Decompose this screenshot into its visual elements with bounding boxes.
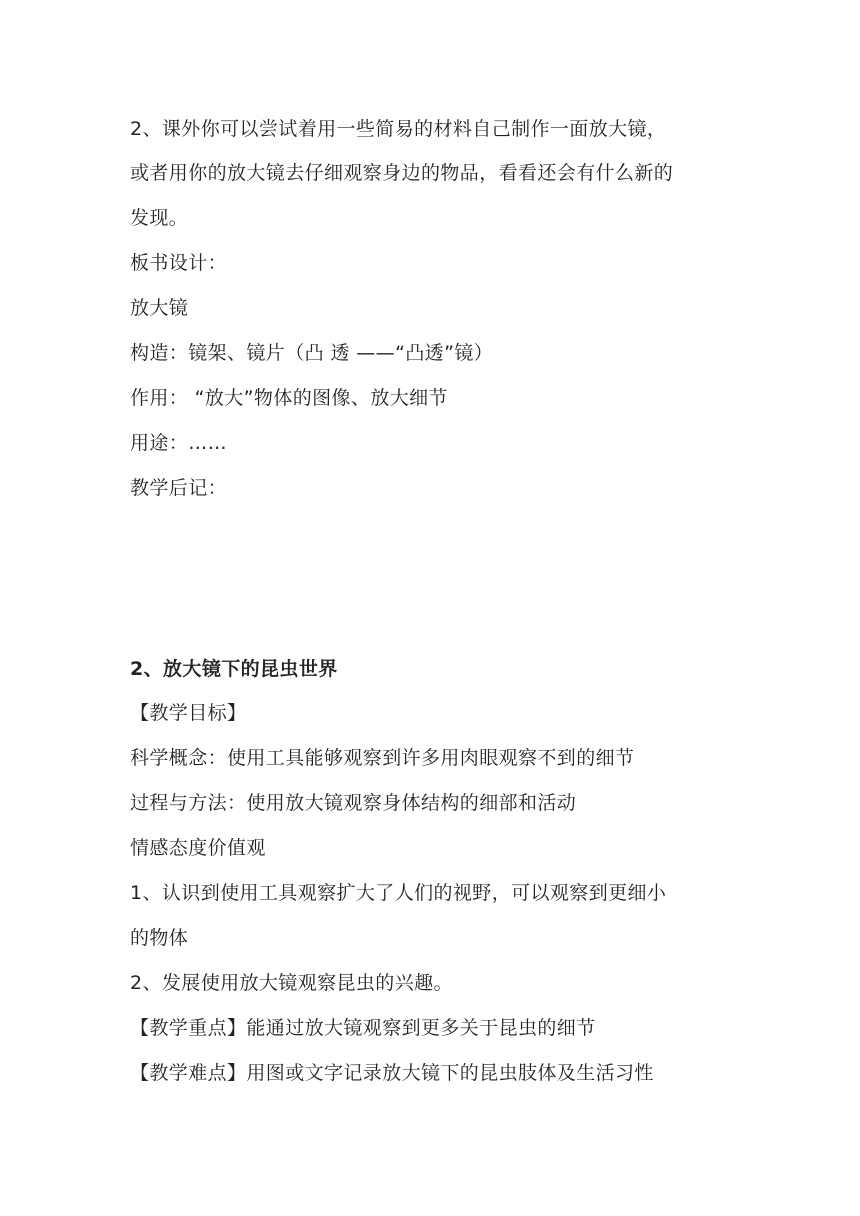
usage-line: 用途：…… — [130, 432, 228, 454]
objectives-label: 【教学目标】 — [130, 702, 247, 724]
postscript-label: 教学后记： — [130, 477, 228, 499]
process-line: 过程与方法：使用放大镜观察身体结构的细部和活动 — [130, 792, 577, 814]
structure-line: 构造：镜架、镜片（凸 透 ——“凸透”镜） — [130, 342, 494, 364]
attitude-item-1-line-2: 的物体 — [130, 927, 189, 949]
task-2-line-2: 或者用你的放大镜去仔细观察身边的物品，看看还会有什么新的 — [130, 162, 674, 184]
attitude-label: 情感态度价值观 — [130, 837, 266, 859]
attitude-item-2: 2、发展使用放大镜观察昆虫的兴趣。 — [130, 972, 453, 994]
attitude-item-1-line-1: 1、认识到使用工具观察扩大了人们的视野，可以观察到更细小 — [130, 882, 667, 904]
board-design-label: 板书设计： — [130, 252, 228, 274]
lesson-title: 2、放大镜下的昆虫世界 — [130, 658, 338, 680]
task-2-line-3: 发现。 — [130, 207, 189, 229]
concept-line: 科学概念：使用工具能够观察到许多用肉眼观察不到的细节 — [130, 747, 635, 769]
task-2-line-1: 2、课外你可以尝试着用一些简易的材料自己制作一面放大镜， — [130, 118, 667, 140]
function-line: 作用： “放大”物体的图像、放大细节 — [130, 387, 448, 409]
difficulty-line: 【教学难点】用图或文字记录放大镜下的昆虫肢体及生活习性 — [130, 1062, 654, 1084]
key-point-line: 【教学重点】能通过放大镜观察到更多关于昆虫的细节 — [130, 1017, 596, 1039]
board-title: 放大镜 — [130, 297, 189, 319]
